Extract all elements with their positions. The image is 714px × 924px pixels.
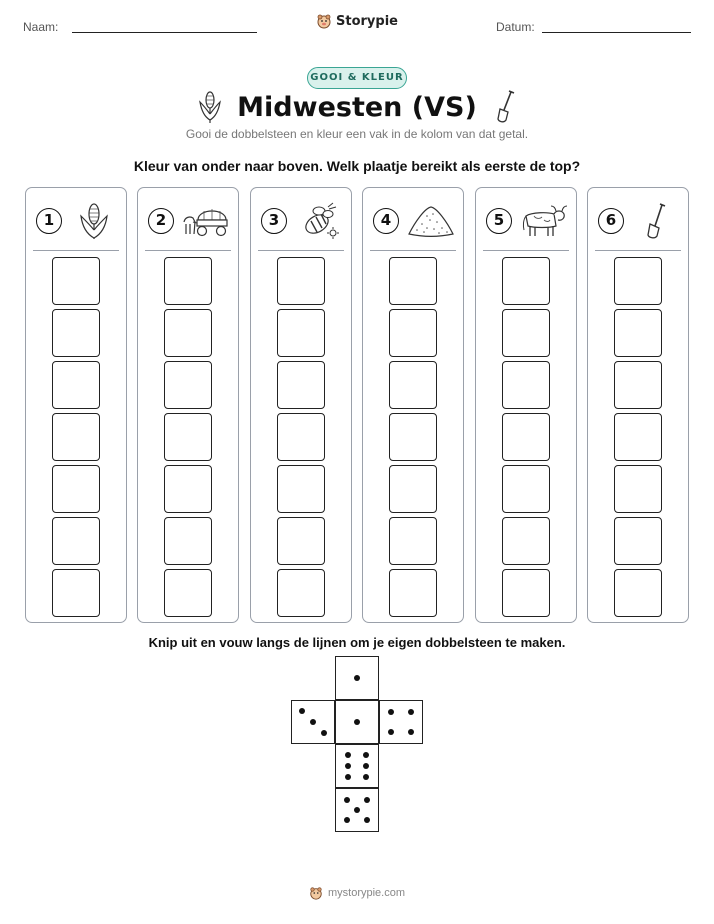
name-label: Naam: (23, 20, 59, 34)
color-cell[interactable] (277, 361, 325, 409)
color-cell[interactable] (164, 309, 212, 357)
column-header (251, 188, 351, 250)
activity-badge: GOOI & KLEUR (307, 67, 407, 89)
dice-pip (408, 709, 414, 715)
color-cell[interactable] (277, 309, 325, 357)
color-cell[interactable] (389, 257, 437, 305)
cow-icon (520, 202, 568, 240)
dice-pip (344, 817, 350, 823)
shovel-icon (491, 90, 517, 124)
color-cell[interactable] (389, 465, 437, 513)
color-cell[interactable] (277, 569, 325, 617)
column-header (138, 188, 238, 250)
dice-pip (363, 774, 369, 780)
column-number: 5 (486, 208, 512, 234)
color-cell[interactable] (389, 413, 437, 461)
dice-face-1 (335, 656, 379, 700)
color-cell[interactable] (52, 465, 100, 513)
column-4 (362, 187, 464, 623)
color-cell[interactable] (614, 569, 662, 617)
dice-face-1 (335, 700, 379, 744)
color-cell[interactable] (277, 257, 325, 305)
color-cell[interactable] (164, 257, 212, 305)
shovel-icon (632, 202, 680, 240)
dice-face-3 (291, 700, 335, 744)
date-label: Datum: (496, 20, 535, 34)
color-cell[interactable] (502, 361, 550, 409)
color-cell[interactable] (502, 569, 550, 617)
color-cell[interactable] (389, 569, 437, 617)
dice-pip (364, 797, 370, 803)
column-1 (25, 187, 127, 623)
color-cell[interactable] (389, 517, 437, 565)
column-3 (250, 187, 352, 623)
color-cell[interactable] (52, 569, 100, 617)
color-cell[interactable] (614, 465, 662, 513)
footer-url[interactable]: mystorypie.com (327, 887, 406, 899)
column-number: 4 (373, 208, 399, 234)
color-cell[interactable] (164, 361, 212, 409)
column-number: 1 (36, 208, 62, 234)
color-cell[interactable] (502, 257, 550, 305)
color-cell[interactable] (502, 309, 550, 357)
column-number: 3 (261, 208, 287, 234)
color-cell[interactable] (614, 309, 662, 357)
dice-pip (345, 774, 351, 780)
dice-pip (388, 709, 394, 715)
dice-pip (363, 752, 369, 758)
date-line (542, 32, 691, 33)
dice-pip (321, 730, 327, 736)
color-cell[interactable] (52, 517, 100, 565)
corn-icon (70, 202, 118, 240)
dice-pip (363, 763, 369, 769)
page-title: Midwesten (VS) (237, 91, 477, 123)
color-cell[interactable] (164, 465, 212, 513)
storypie-logo-icon (309, 886, 323, 900)
dice-pip (354, 675, 360, 681)
color-cell[interactable] (502, 517, 550, 565)
color-cell[interactable] (277, 413, 325, 461)
brand (0, 13, 714, 33)
column-2 (137, 187, 239, 623)
color-cell[interactable] (52, 413, 100, 461)
bee-icon (295, 202, 343, 240)
color-cell[interactable] (502, 465, 550, 513)
dice-pip (345, 752, 351, 758)
color-cell[interactable] (164, 569, 212, 617)
color-cell[interactable] (614, 361, 662, 409)
color-cell[interactable] (389, 309, 437, 357)
column-header (363, 188, 463, 250)
dice-face-6 (335, 744, 379, 788)
color-cell[interactable] (52, 257, 100, 305)
dice-pip (354, 719, 360, 725)
color-cell[interactable] (52, 309, 100, 357)
dice-pip (354, 807, 360, 813)
footer (0, 885, 714, 904)
column-number: 2 (148, 208, 174, 234)
subtitle: Gooi de dobbelsteen en kleur een vak in de kolom van dat getal. (185, 127, 529, 141)
color-cell[interactable] (52, 361, 100, 409)
dice-pip (299, 708, 305, 714)
color-cell[interactable] (614, 413, 662, 461)
color-cell[interactable] (277, 517, 325, 565)
column-number: 6 (598, 208, 624, 234)
color-cell[interactable] (502, 413, 550, 461)
dice-pip (310, 719, 316, 725)
color-cell[interactable] (164, 517, 212, 565)
covered-wagon-icon (182, 202, 230, 240)
dice-face-4 (379, 700, 423, 744)
grain-pile-icon (407, 202, 455, 240)
storypie-logo-icon (316, 13, 332, 29)
color-cell[interactable] (614, 517, 662, 565)
dice-pip (364, 817, 370, 823)
column-6 (587, 187, 689, 623)
column-5 (475, 187, 577, 623)
dice-pip (344, 797, 350, 803)
dice-face-5 (335, 788, 379, 832)
brand-name: Storypie (336, 13, 398, 29)
column-header (26, 188, 126, 250)
cut-instruction: Knip uit en vouw langs de lijnen om je eigen dobbelsteen te maken. (148, 635, 566, 650)
color-cell[interactable] (614, 257, 662, 305)
dice-pip (388, 729, 394, 735)
column-header (588, 188, 688, 250)
dice-pip (408, 729, 414, 735)
title-row (0, 90, 714, 124)
dice-pip (345, 763, 351, 769)
color-cell[interactable] (277, 465, 325, 513)
instruction: Kleur van onder naar boven. Welk plaatje bereikt als eerste de top? (133, 158, 581, 174)
corn-icon (197, 90, 223, 124)
column-header (476, 188, 576, 250)
color-cell[interactable] (164, 413, 212, 461)
color-cell[interactable] (389, 361, 437, 409)
